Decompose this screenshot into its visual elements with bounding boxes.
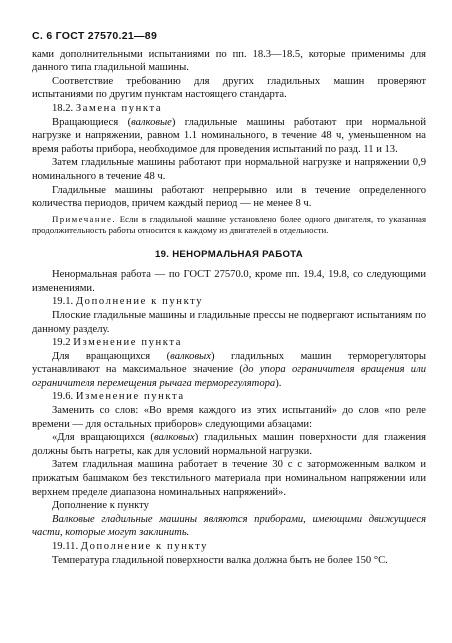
text-run: ) гладильных машин терморегуляторы устанавливают на максимальное значение ( xyxy=(32,350,426,376)
text-run: «Для вращающихся ( xyxy=(52,432,154,444)
italic-run: Валковые гладильные машины являются приборами, имеющими движущиеся части, которые могут заклинить. xyxy=(32,513,426,539)
clause-title: Замена пункта xyxy=(75,102,163,114)
clause-title: Дополнение к пункту xyxy=(80,541,209,552)
clause-heading xyxy=(32,540,426,554)
clause-heading xyxy=(32,102,426,116)
paragraph: Дополнение к пункту xyxy=(52,500,149,512)
paragraph: ками дополнительными испытаниями по пп. 18.3—18.5, которые применимы для данного типа гладильной машины. xyxy=(32,48,426,74)
clause-heading xyxy=(32,295,426,309)
italic-run: валковых xyxy=(170,350,211,362)
text-run: ). xyxy=(275,377,282,389)
paragraph xyxy=(32,431,426,458)
clause-number: 18.2. xyxy=(52,102,74,114)
italic-run: валковые xyxy=(131,116,172,128)
text-run: Вращающиеся ( xyxy=(52,116,132,128)
text-run: Для вращающихся ( xyxy=(52,350,171,362)
note xyxy=(32,214,426,237)
clause-number: 19.1. xyxy=(52,296,74,308)
clause-heading xyxy=(32,390,426,404)
section-title: 19. НЕНОРМАЛЬНАЯ РАБОТА xyxy=(155,248,303,260)
paragraph: Гладильные машины работают непрерывно или в течение определенного количества периодов, причем каждый период — не менее 8 ч. xyxy=(32,184,426,210)
paragraph xyxy=(32,116,426,157)
clause-title: Изменение пункта xyxy=(75,391,185,403)
clause-title: Изменение пункта xyxy=(73,337,183,349)
page-header: С. 6 ГОСТ 27570.21—89 xyxy=(32,30,158,42)
paragraph: Затем гладильные машины работают при нормальной нагрузке и напряжении 0,9 номинального в течение 48 ч. xyxy=(32,157,426,182)
text-run: ) гладильных машин поверхности для глажения должны быть нагреты, как для условий нормальной нагрузки. xyxy=(32,432,426,457)
paragraph: Плоские гладильные машины и гладильные прессы не подвергают испытаниям по данному разделу. xyxy=(32,309,426,335)
paragraph: Затем гладильная машина работает в течение 30 с с заторможенным валком и прижатым башмаком без текстильного материала при номинальном напряжении или верхнем пределе диапазона номинальных напряжений». xyxy=(32,459,426,498)
clause-number: 19.2 xyxy=(52,337,71,349)
note-label: Примечание. xyxy=(52,213,116,224)
italic-run: до упора ограничителя вращения или ограничителя перемещения рычага терморегулятора xyxy=(32,364,427,389)
paragraph xyxy=(32,350,426,391)
paragraph: Соответствие требованию для других гладильных машин проверяют испытаниями по другим пунктам настоящего стандарта. xyxy=(32,75,426,101)
paragraph: Ненормальная работа — по ГОСТ 27570.0, кроме пп. 19.4, 19.8, со следующими изменениями. xyxy=(32,269,426,294)
clause-number: 19.6. xyxy=(52,391,74,403)
text-run: ) гладильные машины работают при нормальной нагрузке и напряжении, равном 1.1 номинального, в течение 48 ч, уменьшенном на время работы прибора, необходимое для проведения испытаний по разд. 11 и 13. xyxy=(32,116,426,155)
paragraph xyxy=(32,513,426,540)
clause-number: 19.11. xyxy=(52,541,79,552)
paragraph: Температура гладильной поверхности валка должна быть не более 150 °С. xyxy=(52,554,388,566)
clause-heading xyxy=(32,336,426,350)
clause-title: Дополнение к пункту xyxy=(75,296,204,308)
paragraph: Заменить со слов: «Во время каждого из этих испытаний» до слов «по реле времени — для остальных приборов» следующими абзацами: xyxy=(32,405,426,430)
note-text: Если в гладильной машине установлено более одного двигателя, то указанная продолжительность работы относится к каждому из двигателей в отдельности. xyxy=(32,213,426,236)
italic-run: валковых xyxy=(153,432,195,444)
